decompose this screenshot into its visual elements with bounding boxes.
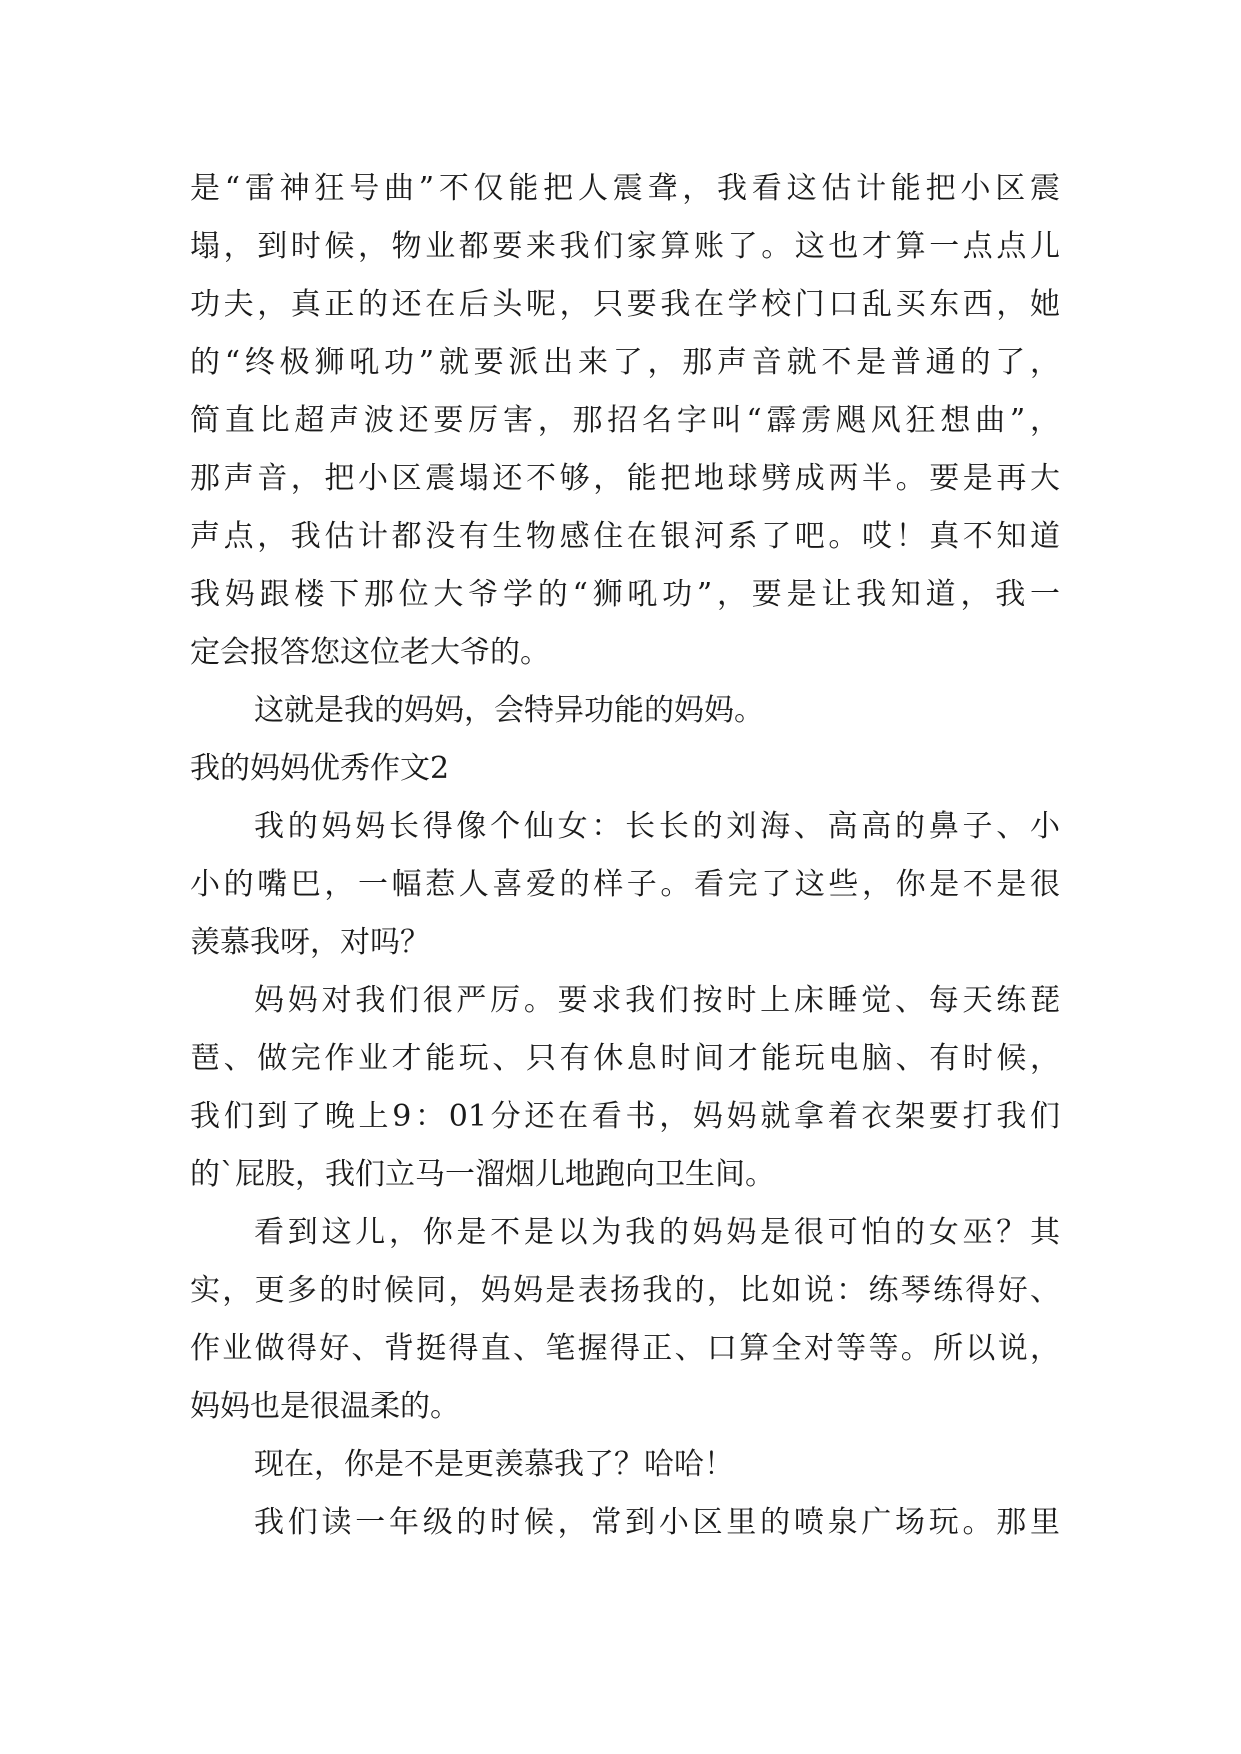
text-line: 羡慕我呀，对吗？ [190,925,430,960]
paragraph-line: 我的妈妈长得像个仙女：长长的刘海、高高的鼻子、小 [254,809,1060,844]
text-line: 那声音，把小区震塌还不够，能把地球劈成两半。要是再大 [190,461,1060,496]
text-line: 琶、做完作业才能玩、只有休息时间才能玩电脑、有时候， [190,1041,1060,1076]
text-line: 塌，到时候，物业都要来我们家算账了。这也才算一点点儿 [190,229,1060,264]
text-line: 作业做得好、背挺得直、笔握得正、口算全对等等。所以说， [190,1331,1060,1366]
text-line: 简直比超声波还要厉害，那招名字叫“霹雳飓风狂想曲”， [190,403,1060,438]
text-line: 我们到了晚上9：01分还在看书，妈妈就拿着衣架要打我们 [190,1099,1060,1134]
section-heading: 我的妈妈优秀作文2 [190,751,450,786]
text-line: 的“终极狮吼功”就要派出来了，那声音就不是普通的了， [190,345,1060,380]
text-line: 我妈跟楼下那位大爷学的“狮吼功”，要是让我知道，我一 [190,577,1060,612]
text-line: 功夫，真正的还在后头呢，只要我在学校门口乱买东西，她 [190,287,1060,322]
text-line: 定会报答您这位老大爷的。 [190,635,550,670]
text-line: 实，更多的时候同，妈妈是表扬我的，比如说：练琴练得好、 [190,1273,1060,1308]
paragraph-line: 妈妈对我们很严厉。要求我们按时上床睡觉、每天练琵 [254,983,1060,1018]
text-line: 是“雷神狂号曲”不仅能把人震聋，我看这估计能把小区震 [190,171,1060,206]
paragraph-line: 现在，你是不是更羡慕我了？哈哈！ [254,1447,734,1482]
text-line: 声点，我估计都没有生物感住在银河系了吧。哎！真不知道 [190,519,1060,554]
paragraph-line: 我们读一年级的时候，常到小区里的喷泉广场玩。那里 [254,1505,1060,1540]
text-line: 妈妈也是很温柔的。 [190,1389,460,1424]
text-line: 小的嘴巴，一幅惹人喜爱的样子。看完了这些，你是不是很 [190,867,1060,902]
text-line: 的`屁股，我们立马一溜烟儿地跑向卫生间。 [190,1157,775,1192]
paragraph-line: 看到这儿，你是不是以为我的妈妈是很可怕的女巫？其 [254,1215,1060,1250]
essay-body [190,160,1060,1552]
paragraph-line: 这就是我的妈妈，会特异功能的妈妈。 [254,693,764,728]
